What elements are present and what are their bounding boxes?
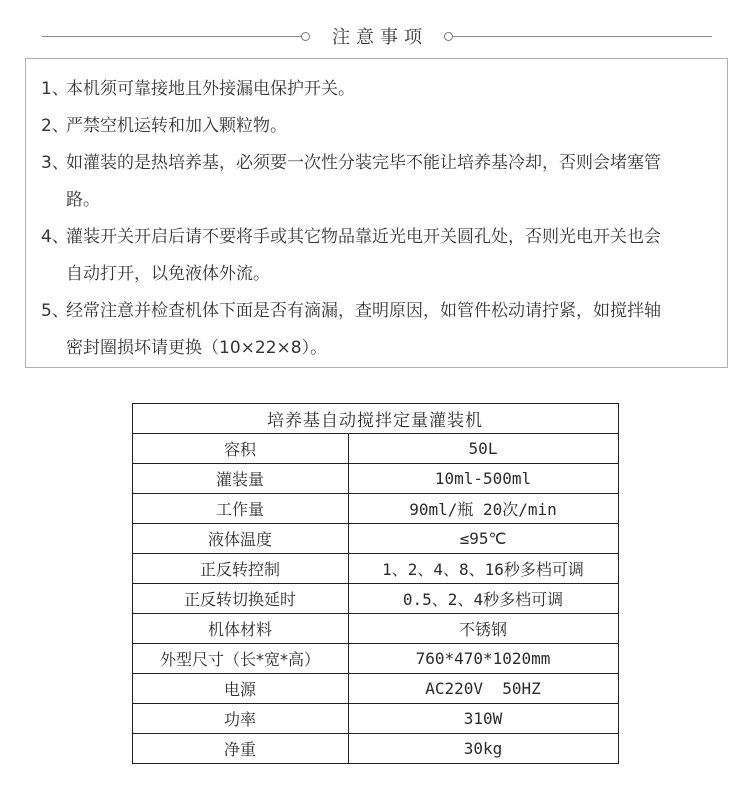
spec-label: 正反转切换延时 — [132, 584, 348, 614]
spec-label: 电源 — [132, 674, 348, 704]
spec-value: 760*470*1020mm — [348, 644, 618, 674]
notice-text: 自动打开，以免液体外流。 — [66, 264, 270, 284]
spec-label: 工作量 — [132, 494, 348, 524]
section-header — [42, 27, 712, 48]
spec-label: 液体温度 — [132, 524, 348, 554]
notice-item-3 — [41, 145, 719, 219]
notice-item-4 — [41, 219, 719, 293]
table-row — [132, 644, 618, 674]
spec-value: 90ml/瓶 20次/min — [348, 494, 618, 524]
spec-table-title: 培养基自动搅拌定量灌装机 — [132, 404, 618, 434]
spec-value: 10ml-500ml — [348, 464, 618, 494]
notices-box — [25, 58, 728, 368]
table-row — [132, 554, 618, 584]
notice-text: 路。 — [66, 190, 100, 210]
notice-text: 本机须可靠接地且外接漏电保护开关。 — [66, 79, 355, 99]
spec-value: 不锈钢 — [348, 614, 618, 644]
spec-label: 功率 — [132, 704, 348, 734]
spec-table — [132, 403, 619, 764]
spec-label: 正反转控制 — [132, 554, 348, 584]
table-row — [132, 614, 618, 644]
notice-number: 1、 — [41, 79, 69, 99]
page-title: 注意事项 — [332, 27, 428, 48]
notice-item-5 — [41, 293, 719, 367]
notice-item-1 — [41, 71, 719, 108]
table-row — [132, 674, 618, 704]
notice-item-2 — [41, 108, 719, 145]
notice-text: 经常注意并检查机体下面是否有滴漏，查明原因，如管件松动请拧紧，如搅拌轴 — [66, 301, 661, 321]
spec-value: AC220V 50HZ — [348, 674, 618, 704]
spec-value: 1、2、4、8、16秒多档可调 — [348, 554, 618, 584]
spec-label: 容积 — [132, 434, 348, 464]
spec-label: 机体材料 — [132, 614, 348, 644]
spec-value: 0.5、2、4秒多档可调 — [348, 584, 618, 614]
table-row — [132, 524, 618, 554]
notice-text: 如灌装的是热培养基，必须要一次性分装完毕不能让培养基冷却，否则会堵塞管 — [66, 153, 661, 173]
table-row — [132, 704, 618, 734]
spec-value: 310W — [348, 704, 618, 734]
table-row — [132, 434, 618, 464]
notice-number: 4、 — [41, 227, 69, 247]
header-rule-left — [42, 36, 302, 37]
notice-number: 2、 — [41, 116, 69, 136]
header-dot-left-icon — [301, 32, 310, 41]
table-row — [132, 584, 618, 614]
table-row — [132, 494, 618, 524]
spec-value: 30kg — [348, 734, 618, 764]
spec-label: 净重 — [132, 734, 348, 764]
spec-value: 50L — [348, 434, 618, 464]
spec-label: 外型尺寸（长*宽*高） — [132, 644, 348, 674]
notice-number: 3、 — [41, 153, 69, 173]
header-rule-right — [452, 36, 712, 37]
table-row — [132, 734, 618, 764]
notice-text: 严禁空机运转和加入颗粒物。 — [66, 116, 287, 136]
spec-table-header-row — [132, 404, 618, 434]
notice-number: 5、 — [41, 301, 69, 321]
notice-text: 灌装开关开启后请不要将手或其它物品靠近光电开关圆孔处，否则光电开关也会 — [66, 227, 661, 247]
spec-label: 灌装量 — [132, 464, 348, 494]
notice-text: 密封圈损坏请更换（10×22×8）。 — [66, 338, 328, 358]
spec-value: ≤95℃ — [348, 524, 618, 554]
table-row — [132, 464, 618, 494]
